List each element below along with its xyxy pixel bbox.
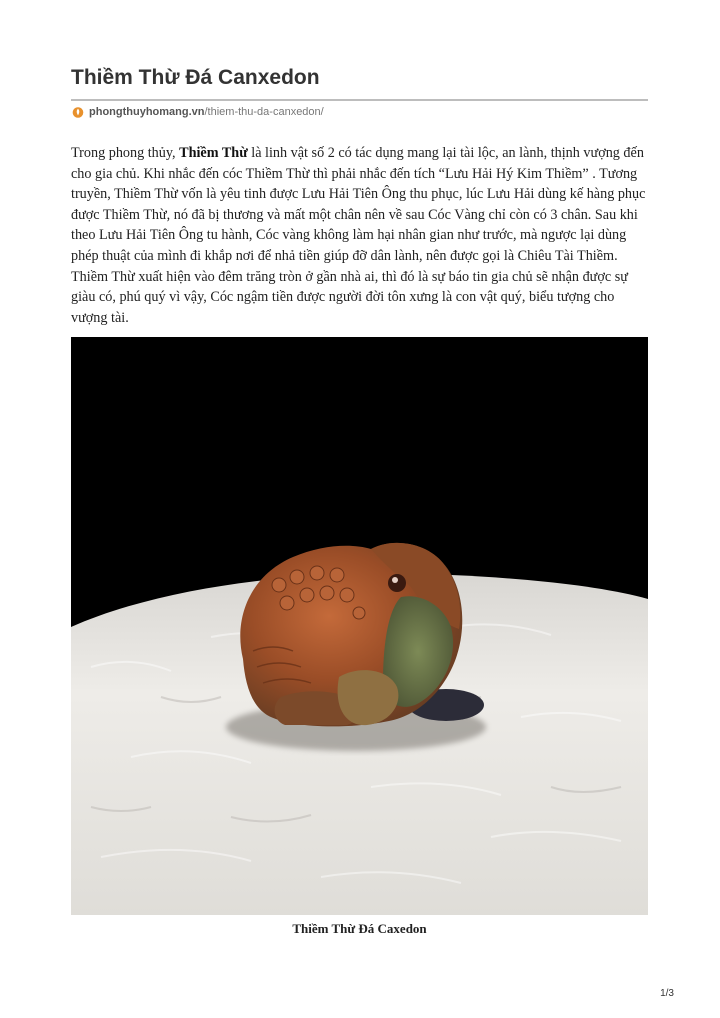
paragraph-bold-term: Thiềm Thừ [179, 145, 248, 161]
paragraph-intro: Trong phong thủy, [71, 145, 180, 161]
image-caption: Thiềm Thừ Đá Caxedon [292, 921, 427, 936]
source-link[interactable] [72, 106, 324, 118]
source-domain: phongthuyhomang.vn [89, 106, 205, 118]
source-path: /thiem-thu-da-canxedon/ [204, 106, 324, 118]
site-logo-icon [72, 106, 84, 118]
toad-statue-illustration [71, 337, 648, 915]
article-image [71, 337, 648, 915]
paragraph-body: là linh vật số 2 có tác dụng mang lại tài lộc, an lành, thịnh vượng đến cho gia chủ. Khi nhắc đến cóc Thiềm Thừ thì phải nhắc đến tích “Lưu Hải Hý Kim Thiềm” . Tương truyền, Thiềm Thừ vốn là yêu tinh được Lưu Hải Tiên Ông thu phục, lúc Lưu Hải dùng kế hàng phục được Thiềm Thừ, nó đã bị thương và mất một chân nên về sau Cóc Vàng chỉ còn có 3 chân. Sau khi theo Lưu Hải Tiên Ông tu hành, Cóc vàng không làm hại nhân gian như trước, mà ngược lại dùng phép thuật của mình đi khắp nơi để nhả tiền giúp đỡ dân lành, nên được gọi là Chiêu Tài Thiềm. Thiềm Thừ xuất hiện vào đêm trăng tròn ở gần nhà ai, thì đó là sự báo tin gia chủ sẽ nhận được sự giàu có, phú quý vì vậy, Cóc ngậm tiền được người đời tôn xưng là con vật quý, biểu tượng cho vượng tài. [71, 145, 646, 326]
title-divider [71, 99, 648, 101]
page-title: Thiềm Thừ Đá Canxedon [71, 66, 320, 89]
page-number: 1/3 [660, 988, 674, 999]
article-paragraph [71, 143, 649, 328]
